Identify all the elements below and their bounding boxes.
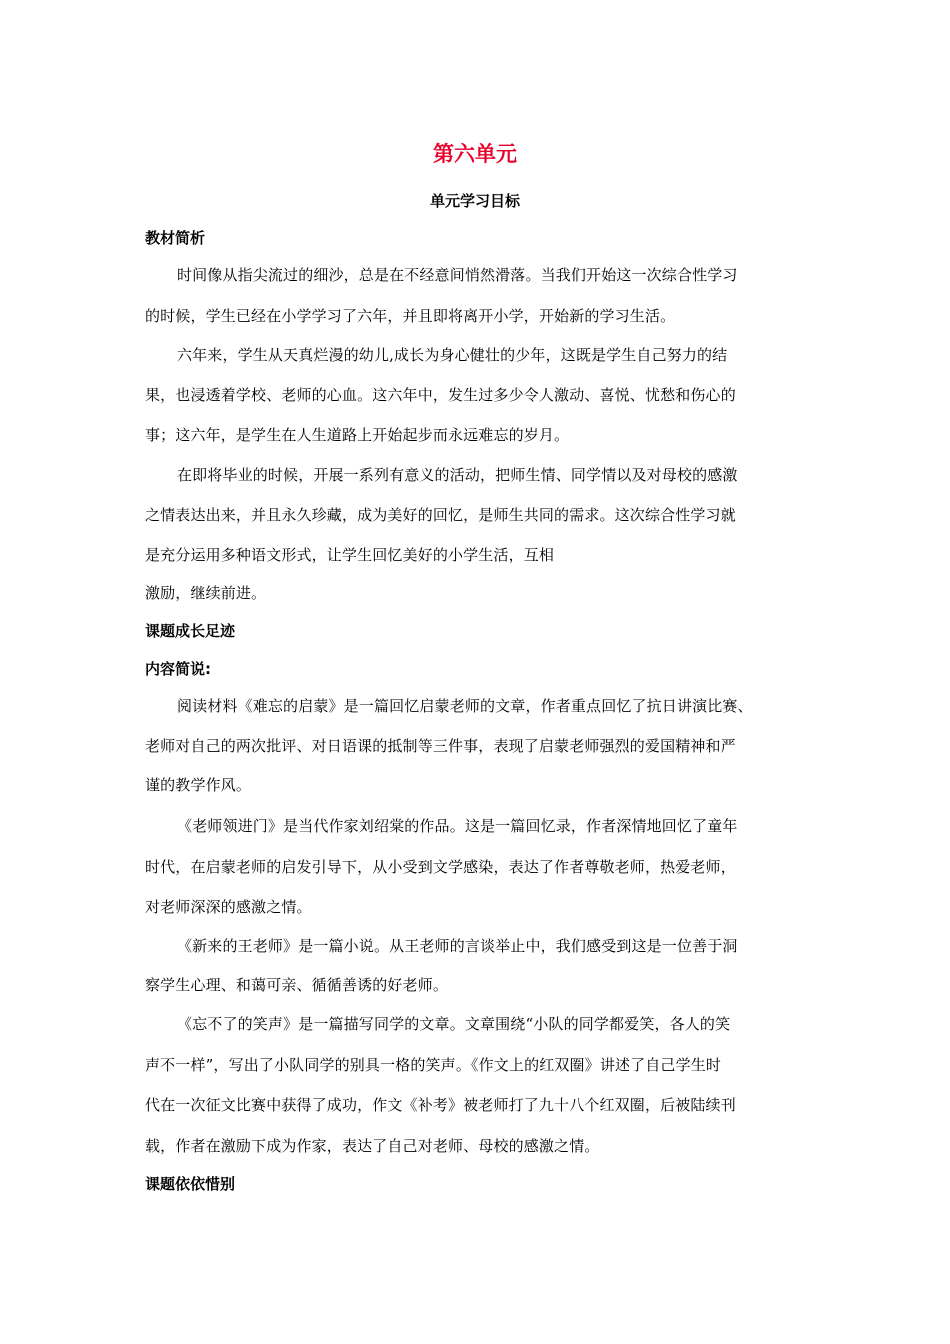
paragraph-line: 谨的教学作风。	[145, 776, 252, 794]
paragraph-line: 是充分运用多种语文形式，让学生回忆美好的小学生活，互相	[145, 546, 555, 564]
content-summary-heading: 内容简说:	[145, 660, 211, 678]
paragraph-line: 载，作者在激励下成为作家，表达了自己对老师、母校的感激之情。	[145, 1137, 600, 1155]
paragraph-line: 老师对自己的两次批评、对日语课的抵制等三件事，表现了启蒙老师强烈的爱国精神和严	[145, 737, 736, 755]
paragraph-line: 《忘不了的笑声》是一篇描写同学的文章。文章围绕“小队的同学都爱笑，各人的笑	[177, 1015, 731, 1033]
paragraph-line: 事；这六年，是学生在人生道路上开始起步而永远难忘的岁月。	[145, 426, 570, 444]
paragraph-line: 《新来的王老师》是一篇小说。从王老师的言谈举止中，我们感受到这是一位善于洞	[177, 937, 738, 955]
paragraph-line: 对老师深深的感激之情。	[145, 898, 312, 916]
page-title: 第六单元	[433, 142, 517, 166]
section-heading-farewell: 课题依依惜别	[145, 1175, 236, 1193]
paragraph-line: 时间像从指尖流过的细沙，总是在不经意间悄然滑落。当我们开始这一次综合性学习	[177, 266, 738, 284]
paragraph-line: 时代，在启蒙老师的启发引导下，从小受到文学感染，表达了作者尊敬老师，热爱老师，	[145, 858, 736, 876]
paragraph-line: 激励，继续前进。	[145, 584, 267, 602]
paragraph-line: 代在一次征文比赛中获得了成功，作文《补考》被老师打了九十八个红双圈，后被陆续刊	[145, 1096, 736, 1114]
paragraph-line: 之情表达出来，并且永久珍藏，成为美好的回忆，是师生共同的需求。这次综合性学习就	[145, 506, 736, 524]
paragraph-line: 六年来，学生从天真烂漫的幼儿,成长为身心健壮的少年，这既是学生自己努力的结	[177, 346, 728, 364]
unit-goals-heading: 单元学习目标	[429, 192, 520, 210]
paragraph-line: 果，也浸透着学校、老师的心血。这六年中，发生过多少令人激动、喜悦、忧愁和伤心的	[145, 386, 736, 404]
paragraph-line: 的时候，学生已经在小学学习了六年，并且即将离开小学，开始新的学习生活。	[145, 307, 676, 325]
paragraph-line: 阅读材料《难忘的启蒙》是一篇回忆启蒙老师的文章，作者重点回忆了抗日讲演比赛、	[177, 697, 753, 715]
paragraph-line: 察学生心理、和蔼可亲、循循善诱的好老师。	[145, 976, 449, 994]
section-heading-textbook-analysis: 教材简析	[145, 229, 206, 247]
section-heading-growth-footprints: 课题成长足迹	[145, 622, 236, 640]
paragraph-line: 声不一样”，写出了小队同学的别具一格的笑声。《作文上的红双圈》讲述了自己学生时	[145, 1056, 722, 1074]
paragraph-line: 在即将毕业的时候，开展一系列有意义的活动，把师生情、同学情以及对母校的感激	[177, 466, 738, 484]
paragraph-line: 《老师领进门》是当代作家刘绍棠的作品。这是一篇回忆录，作者深情地回忆了童年	[177, 817, 738, 835]
